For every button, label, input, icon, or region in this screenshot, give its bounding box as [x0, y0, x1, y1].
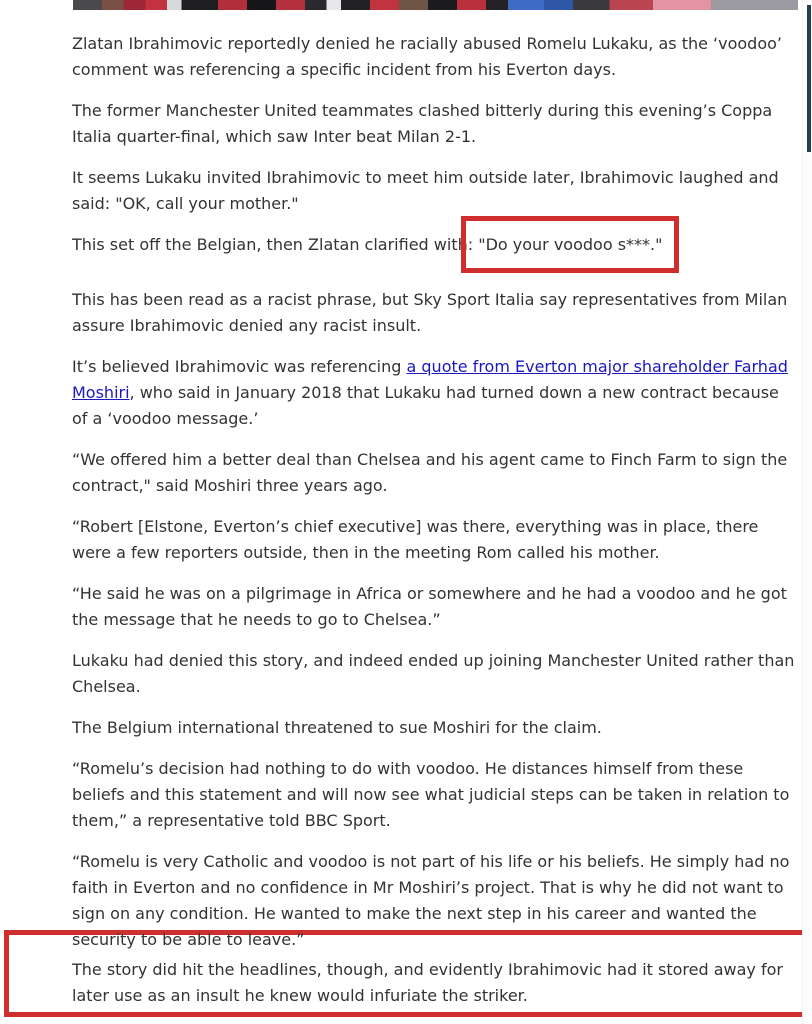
- text-run: It’s believed Ibrahimovic was referencing: [72, 357, 407, 376]
- text-run: Lukaku had denied this story, and indeed ended up joining Manchester United rather than Chelsea.: [72, 651, 795, 696]
- paragraph: [72, 581, 798, 633]
- article-paragraphs: [72, 31, 798, 953]
- paragraph: [72, 648, 798, 700]
- annotation-box-voodoo-quote: "Do your voodoo s***.": [461, 216, 679, 273]
- paragraph: [72, 287, 798, 339]
- text-run: “Robert [Elstone, Everton’s chief executive] was there, everything was in place, there were a few reporters outside, then in the meeting Rom called his mother.: [72, 517, 759, 562]
- paragraph: [72, 165, 798, 217]
- paragraph: [72, 514, 798, 566]
- paragraph: [72, 98, 798, 150]
- article-body: [72, 10, 798, 1017]
- text-run: “We offered him a better deal than Chelsea and his agent came to Finch Farm to sign the contract," said Moshiri three years ago.: [72, 450, 788, 495]
- text-run: , who said in January 2018 that Lukaku had turned down a new contract because of a ‘voodoo message.’: [72, 383, 779, 428]
- paragraph: [72, 756, 798, 834]
- paragraph: [72, 447, 798, 499]
- text-run: It seems Lukaku invited Ibrahimovic to meet him outside later, Ibrahimovic laughed and said: "OK, call your mother.": [72, 168, 779, 213]
- paragraph: [72, 354, 798, 432]
- inline-link[interactable]: a quote from Everton major shareholder Farhad Moshiri: [72, 357, 788, 402]
- text-run: “Romelu’s decision had nothing to do with voodoo. He distances himself from these beliefs and this statement and will now see what judicial steps can be taken in relation to them,” a representative told BBC Sport.: [72, 759, 790, 830]
- scrollbar-track[interactable]: [802, 0, 812, 1024]
- text-run: “He said he was on a pilgrimage in Africa or somewhere and he had a voodoo and he got the message that he needs to go to Chelsea.”: [72, 584, 787, 629]
- paragraph: The story did hit the headlines, though, and evidently Ibrahimovic had it stored away for later use as an insult he knew would infuriate the striker.: [72, 960, 783, 1005]
- text-run: The former Manchester United teammates clashed bitterly during this evening’s Coppa Italia quarter-final, which saw Inter beat Milan 2-1.: [72, 101, 773, 146]
- paragraph: [72, 31, 798, 83]
- text-run: Zlatan Ibrahimovic reportedly denied he racially abused Romelu Lukaku, as the ‘voodoo’ comment was referencing a specific incident from his Everton days.: [72, 34, 782, 79]
- article-photo-strip: [73, 0, 798, 10]
- text-run: “Romelu is very Catholic and voodoo is not part of his life or his beliefs. He simply had no faith in Everton and no confidence in Mr Moshiri’s project. That is why he did not want to sign on any condition. He wanted to make the next step in his career and wanted the security to be able to leave.”: [72, 852, 790, 949]
- text-run: This has been read as a racist phrase, but Sky Sport Italia say representatives from Milan assure Ibrahimovic denied any racist insult.: [72, 290, 788, 335]
- text-run: The Belgium international threatened to sue Moshiri for the claim.: [72, 718, 602, 737]
- scrollbar-thumb[interactable]: [807, 5, 811, 152]
- paragraph: [72, 232, 798, 258]
- text-run: This set off the Belgian, then Zlatan clarified with:: [72, 235, 479, 254]
- paragraph: [72, 715, 798, 741]
